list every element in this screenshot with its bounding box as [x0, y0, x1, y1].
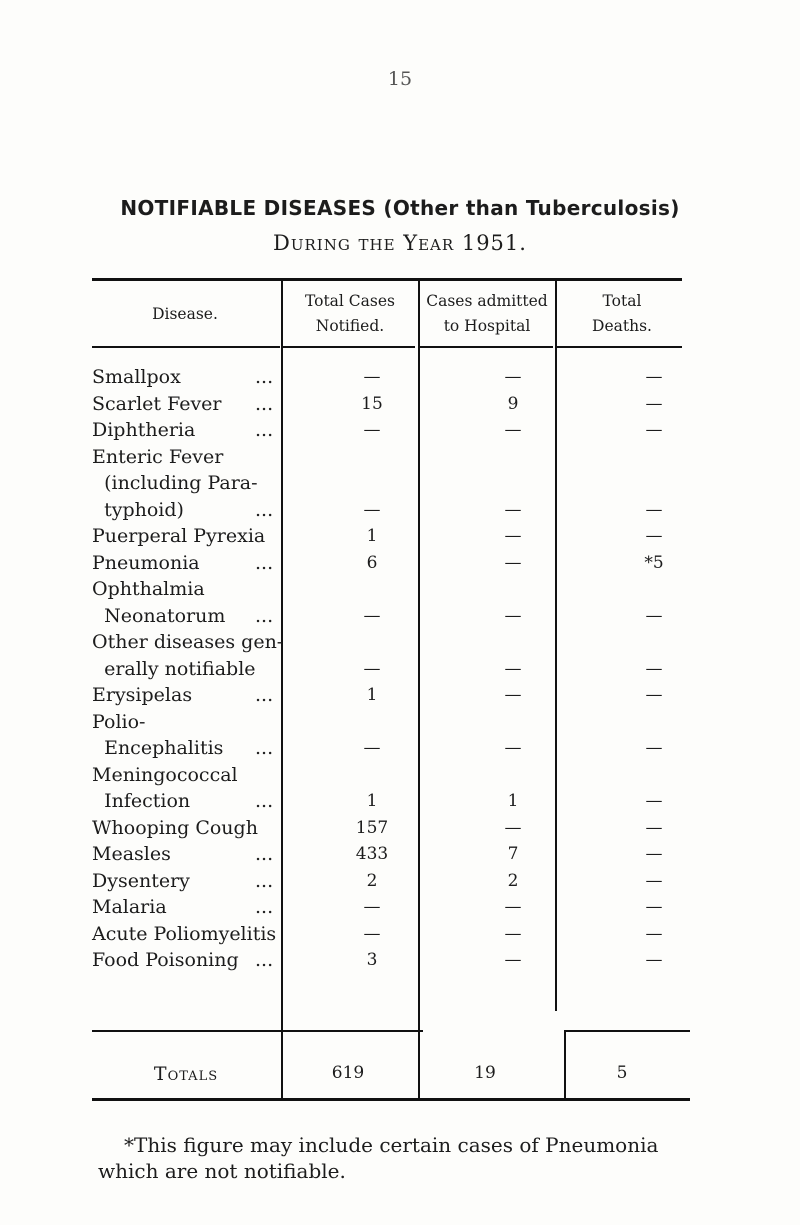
disease-name: Whooping Cough: [92, 816, 258, 839]
leader-dots: ...: [255, 949, 274, 971]
cell-deaths: —: [645, 844, 663, 864]
disease-name: Dysentery: [92, 869, 190, 892]
cell-deaths: —: [645, 367, 663, 387]
totals-hospital: 19: [474, 1063, 496, 1083]
cell-deaths: —: [645, 685, 663, 705]
disease-name: Ophthalmia: [92, 578, 205, 600]
header-deaths-line1: Total: [602, 292, 642, 310]
page-title: NOTIFIABLE DISEASES (Other than Tuberculosis): [120, 196, 680, 220]
disease-name: Diphtheria: [92, 419, 196, 441]
cell-deaths: —: [645, 897, 663, 917]
disease-name: Infection: [92, 790, 191, 812]
cell-deaths: —: [645, 923, 663, 944]
cell-hospital: —: [504, 685, 522, 705]
table-row: [92, 894, 692, 921]
table-row: [92, 391, 692, 418]
leader-dots: ...: [255, 366, 274, 388]
leader-dots: ...: [255, 790, 274, 812]
cell-notified: 2: [366, 870, 378, 891]
disease-name: Encephalitis: [92, 737, 224, 759]
table-row: [92, 921, 692, 948]
table-row: [92, 841, 692, 868]
leader-dots: ...: [255, 392, 274, 415]
disease-name: Erysipelas: [92, 684, 193, 706]
cell-deaths: —: [645, 791, 663, 811]
totals-rule-right: [565, 1030, 690, 1032]
disease-name: Neonatorum: [92, 604, 226, 627]
cell-hospital: —: [504, 817, 522, 838]
totals-deaths: 5: [616, 1063, 628, 1083]
leader-dots: ...: [255, 419, 274, 441]
table-row: [92, 868, 692, 895]
header-notified-line1: Total Cases: [304, 292, 395, 310]
header-hospital-line1: Cases admitted: [426, 292, 548, 310]
disease-name: Measles: [92, 843, 171, 865]
cell-notified: 1: [366, 791, 378, 811]
cell-hospital: 9: [507, 393, 519, 414]
cell-notified: —: [363, 923, 381, 944]
disease-name: Other diseases gen-: [92, 631, 284, 653]
cell-hospital: —: [504, 367, 522, 387]
top-rule: [92, 278, 682, 281]
cell-deaths: —: [645, 817, 663, 838]
cell-notified: 3: [366, 950, 378, 970]
cell-hospital: —: [504, 499, 522, 520]
header-notified: [283, 289, 417, 339]
disease-name: Pneumonia: [92, 551, 200, 574]
table-row: [92, 682, 692, 709]
disease-name: Enteric Fever: [92, 445, 224, 468]
cell-hospital: —: [504, 605, 522, 626]
cell-notified: —: [363, 499, 381, 520]
table-row: [92, 550, 692, 577]
header-deaths-line2: Deaths.: [592, 317, 652, 335]
table-row: [92, 762, 692, 815]
leader-dots: ...: [255, 896, 274, 918]
footnote: [98, 1132, 764, 1184]
disease-name: (including Para-: [92, 472, 258, 494]
table-row: [92, 364, 692, 391]
cell-notified: 157: [355, 817, 389, 838]
cell-deaths: —: [645, 738, 663, 758]
header-rule-deaths: [557, 346, 682, 348]
cell-hospital: —: [504, 552, 522, 573]
table-row: [92, 947, 692, 974]
cell-deaths: —: [645, 605, 663, 626]
disease-name: typhoid): [92, 498, 184, 521]
cell-hospital: —: [504, 897, 522, 917]
disease-name: Puerperal Pyrexia: [92, 525, 266, 547]
cell-deaths: —: [645, 526, 663, 546]
header-rule-notified: [283, 346, 415, 348]
header-disease: Disease.: [152, 305, 218, 323]
leader-dots: ...: [255, 869, 274, 892]
disease-name: Scarlet Fever: [92, 392, 222, 415]
cell-hospital: 1: [507, 791, 519, 811]
header-rule-hospital: [420, 346, 553, 348]
cell-deaths: —: [645, 950, 663, 970]
disease-name: erally notifiable: [92, 657, 256, 680]
cell-deaths: —: [645, 658, 663, 679]
table-row: [92, 709, 692, 762]
footnote-line2: which are not notifiable.: [98, 1159, 346, 1183]
table-row: [92, 444, 692, 524]
leader-dots: ...: [255, 843, 274, 865]
cell-notified: 15: [361, 393, 383, 414]
cell-notified: 1: [366, 526, 378, 546]
cell-notified: 1: [366, 685, 378, 705]
cell-deaths: —: [645, 870, 663, 891]
cell-hospital: —: [504, 420, 522, 440]
leader-dots: ...: [255, 604, 274, 627]
cell-notified: —: [363, 738, 381, 758]
header-hospital: [420, 289, 554, 339]
header-rule-disease: [92, 346, 280, 348]
totals-rule-left: [92, 1030, 423, 1032]
header-notified-line2: Notified.: [315, 317, 385, 335]
table-row: [92, 815, 692, 842]
cell-notified: —: [363, 605, 381, 626]
disease-name: Food Poisoning: [92, 949, 239, 971]
cell-notified: —: [363, 420, 381, 440]
leader-dots: ...: [255, 684, 274, 706]
cell-hospital: 2: [507, 870, 519, 891]
cell-deaths: —: [645, 499, 663, 520]
table-row: [92, 576, 692, 629]
page-number: 15: [387, 68, 413, 90]
table-row: [92, 629, 692, 682]
disease-name: Meningococcal: [92, 763, 238, 786]
totals-label: Totals: [153, 1063, 219, 1085]
cell-deaths: *5: [644, 552, 664, 573]
cell-deaths: —: [645, 420, 663, 440]
cell-notified: 6: [366, 552, 378, 573]
disease-name: Polio-: [92, 710, 146, 733]
cell-notified: 433: [355, 844, 389, 864]
bottom-rule: [92, 1098, 690, 1101]
cell-notified: —: [363, 658, 381, 679]
cell-deaths: —: [645, 393, 663, 414]
header-deaths: [557, 289, 687, 339]
disease-name: Smallpox: [92, 366, 181, 388]
cell-hospital: —: [504, 658, 522, 679]
table-row: [92, 523, 692, 550]
cell-notified: —: [363, 367, 381, 387]
leader-dots: ...: [255, 737, 274, 759]
cell-hospital: —: [504, 526, 522, 546]
leader-dots: ...: [255, 498, 274, 521]
cell-hospital: —: [504, 923, 522, 944]
totals-notified: 619: [331, 1063, 365, 1083]
cell-hospital: 7: [507, 844, 519, 864]
cell-notified: —: [363, 897, 381, 917]
table-row: [92, 417, 692, 444]
disease-name: Malaria: [92, 896, 167, 918]
page-subtitle: During the Year 1951.: [273, 231, 527, 255]
leader-dots: ...: [255, 551, 274, 574]
header-hospital-line2: to Hospital: [443, 317, 531, 335]
cell-hospital: —: [504, 950, 522, 970]
disease-name: Acute Poliomyelitis: [92, 922, 277, 945]
footnote-line1: *This figure may include certain cases of Pneumonia: [124, 1133, 659, 1157]
cell-hospital: —: [504, 738, 522, 758]
